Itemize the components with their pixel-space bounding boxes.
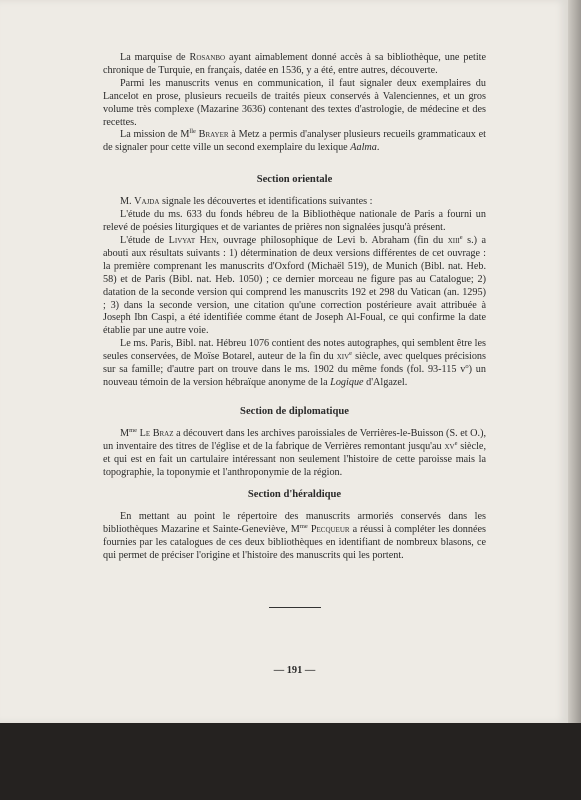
superscript: me bbox=[299, 523, 308, 531]
text-run: signale les découvertes et identifications suivantes : bbox=[159, 196, 373, 208]
section-end-rule bbox=[269, 607, 321, 608]
text-run: a réussi à compléter les données fournies par les catalogues de ces deux bibliothèques en identifiant de nombreux blasons, ce qui permet de préciser l'origine et l'histoire des manuscrits qui les portent. bbox=[103, 524, 486, 562]
person-name: Vajda bbox=[134, 196, 160, 208]
text-run: En mettant au point le répertoire des manuscrits armoriés conservés dans les bibliothèques Mazarine et Sainte-Geneviève, M bbox=[103, 511, 486, 536]
scan-background bbox=[0, 723, 581, 800]
text-run: Le ms. Paris, Bibl. nat. Hébreu 1076 contient des notes autographes, qui semblent être les seules conservées, de Moïse Botarel, auteur de la fin du bbox=[103, 338, 486, 363]
text-run: L'étude de bbox=[120, 234, 169, 246]
text-run: a découvert dans les archives paroissiales de Verrières-le-Buisson (S. et O.), un inventaire des titres de l'église et de la fabrique de Verrières remontant jusqu'au bbox=[103, 427, 487, 452]
intro-paragraph-3 bbox=[103, 129, 486, 155]
section-heading-orientale: Section orientale bbox=[256, 174, 333, 186]
person-name: Rosanbo bbox=[189, 52, 226, 63]
page-text bbox=[103, 52, 486, 678]
orientale-paragraph-3 bbox=[103, 235, 486, 338]
person-name: Pecqueur bbox=[310, 524, 350, 536]
century-numeral: xv bbox=[444, 440, 455, 452]
superscript: e bbox=[349, 350, 353, 358]
superscript: e bbox=[454, 439, 458, 447]
century-numeral: xiii bbox=[447, 234, 460, 246]
diplomatique-paragraph-1 bbox=[103, 428, 486, 480]
text-run: , ouvrage philosophique de Levi b. Abraham (fin du bbox=[216, 234, 448, 246]
text-run: M bbox=[120, 427, 130, 439]
person-name: Le Braz bbox=[139, 427, 174, 439]
text-run: ) un nouveau témoin de la version hébraïque anonyme de la bbox=[103, 364, 486, 388]
page-edge bbox=[568, 0, 581, 730]
heraldique-paragraph-1 bbox=[103, 511, 486, 563]
text-run: d'Algazel. bbox=[363, 376, 408, 388]
superscript: me bbox=[129, 426, 138, 434]
text-run: siècle, avec quelques précisions sur sa famille; d'autre part on trouve dans le ms. 1902 du même fonds (fol. 93-115 v bbox=[103, 351, 486, 376]
orientale-paragraph-1 bbox=[103, 196, 486, 209]
orientale-paragraph-2: L'étude du ms. 633 du fonds hébreu de la Bibliothèque nationale de Paris a fourni un relevé de poésies liturgiques et de variantes de prières non signalées jusqu'à présent. bbox=[103, 209, 486, 234]
superscript: o bbox=[465, 363, 469, 371]
person-name: Brayer bbox=[198, 129, 229, 141]
section-heading-heraldique: Section d'héraldique bbox=[247, 489, 342, 501]
century-numeral: xiv bbox=[336, 351, 350, 363]
page-number: — 191 — bbox=[273, 665, 316, 677]
text-run: s.) a abouti aux résultats suivants : 1) détermination de deux versions différentes de cet ouvrage : la première comprenant les manuscrits d'Oxford (Michaël 519), de Munich (Bibl. nat. Heb. 58) et de Paris (Bibl. nat. Heb. 1050) ; ce dernier morceau ne figure pas au Catalogue; 2) datation de la seconde version qui comprend les manuscrits 192 et 298 du Vatican (an. 1295) ; 3) dans la seconde version, une citation qu'une correction postérieure avait attribuée à Joseph Ibn Caspi, a été identifiée comme étant de Joseph Al-Foual, ce qui confirme la date établie par une autre voie. bbox=[103, 234, 487, 337]
text-run: M. bbox=[120, 196, 135, 208]
superscript: lle bbox=[189, 128, 196, 136]
intro-paragraph-1 bbox=[103, 52, 486, 78]
text-run: La marquise de bbox=[120, 52, 190, 63]
intro-paragraph-2: Parmi les manuscrits venus en communication, il faut signaler deux exemplaires du Lancelot en prose, plusieurs recueils de traités pieux conservés à Valenciennes, et un gros volume très complexe (Mazarine 3636) contenant des textes d'astrologie, de médecine et des recettes. bbox=[103, 77, 486, 128]
text-run: ayant aimablement donné accès à sa bibliothèque, une petite chronique de Turquie, en français, datée en 1536, y a été, entre autres, découverte. bbox=[103, 52, 487, 76]
work-title: Livyat Hen bbox=[168, 234, 217, 246]
text-run: siècle, et qui est en fait un cartulaire intéressant non seulement l'histoire de cette paroisse mais la topographie, la toponymie et l'anthroponymie de la région. bbox=[103, 440, 486, 478]
italic-title: Logique bbox=[330, 376, 364, 388]
orientale-paragraph-4 bbox=[103, 338, 486, 390]
section-heading-diplomatique: Section de diplomatique bbox=[240, 405, 349, 417]
text-run: . bbox=[376, 142, 380, 154]
text-run: La mission de M bbox=[120, 129, 190, 141]
italic-title: Aalma bbox=[350, 142, 377, 154]
superscript: e bbox=[459, 233, 463, 241]
text-run: à Metz a permis d'analyser plusieurs recueils grammaticaux et de signaler pour cette ville un second exemplaire du lexique bbox=[103, 129, 487, 154]
